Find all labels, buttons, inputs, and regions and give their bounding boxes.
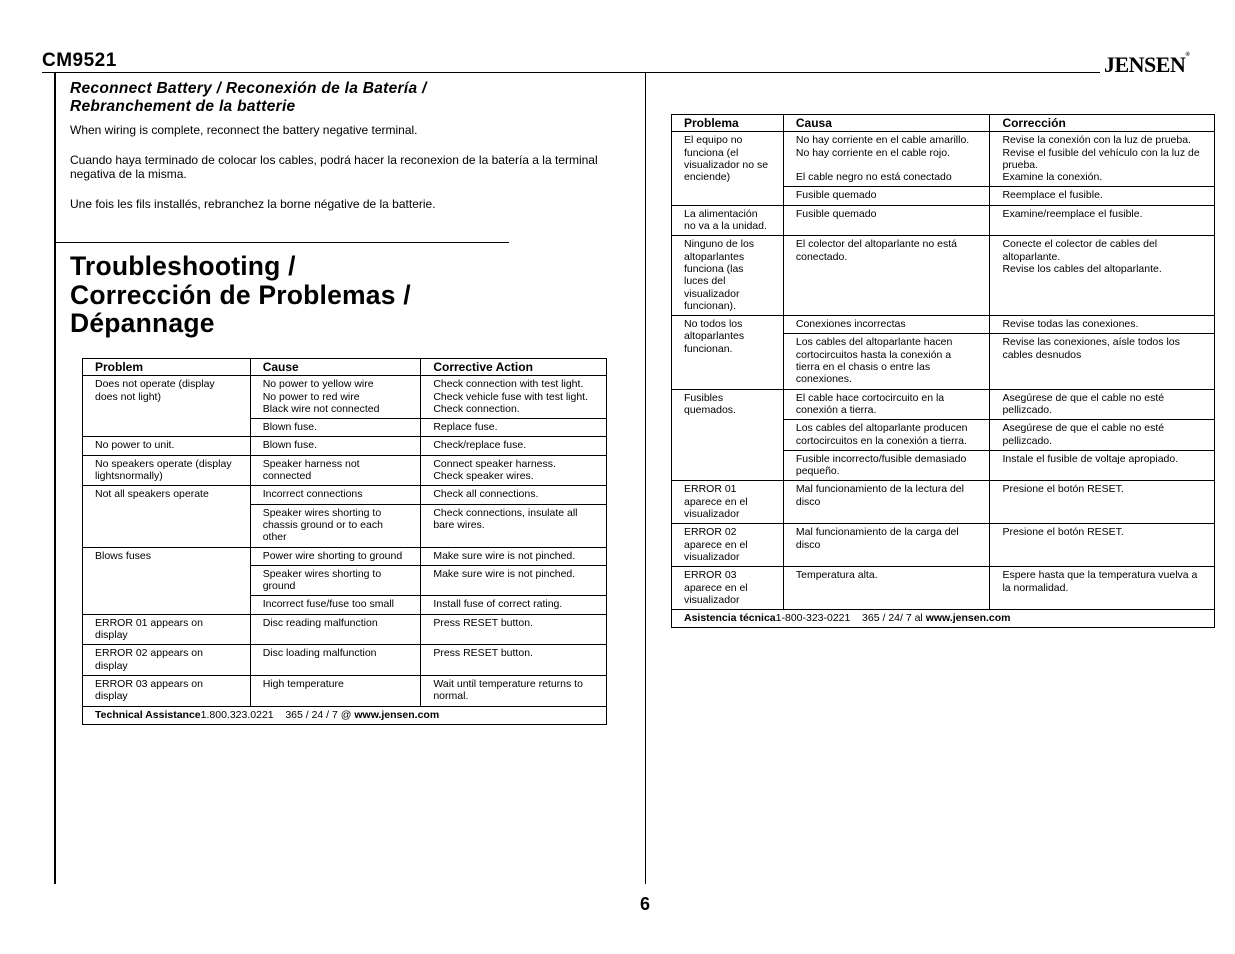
action-cell: Instale el fusible de voltaje apropiado. <box>990 450 1215 481</box>
problem-cell: No power to unit. <box>83 437 251 455</box>
action-cell: Install fuse of correct rating. <box>421 596 607 614</box>
problem-cell: ERROR 03 appears on display <box>83 675 251 706</box>
action-cell: Press RESET button. <box>421 645 607 676</box>
action-cell: Revise todas las conexiones. <box>990 316 1215 334</box>
cause-cell: Blown fuse. <box>250 419 421 437</box>
cause-cell: Speaker wires shorting to ground <box>250 565 421 596</box>
action-cell <box>421 455 607 486</box>
cause-line: No hay corriente en el cable amarillo. <box>795 134 970 147</box>
cause-cell: Fusible quemado <box>783 187 990 205</box>
cause-cell: Los cables del altoparlante producen cortocircuitos en la conexión a tierra. <box>783 420 990 451</box>
table-row <box>83 547 607 565</box>
cause-cell: Fusible quemado <box>783 205 990 236</box>
problem-cell: Not all speakers operate <box>83 486 251 547</box>
action-cell: Check all connections. <box>421 486 607 504</box>
table-header-row <box>83 359 607 376</box>
table-row <box>83 455 607 486</box>
cause-cell: Los cables del altoparlante hacen cortocircuitos hasta la conexión a tierra en el chasis o entre las conexiones. <box>783 334 990 389</box>
cause-cell: Mal funcionamiento de la carga del disco <box>783 524 990 567</box>
action-line: Examine la conexión. <box>1002 171 1103 184</box>
table-row <box>83 376 607 419</box>
action-cell: Press RESET button. <box>421 614 607 645</box>
problem-cell: Ninguno de los altoparlantes funciona (las luces del visualizador funcionan). <box>672 236 784 316</box>
action-cell: Check connections, insulate all bare wires. <box>421 504 607 547</box>
action-line: Connect speaker harness. <box>433 457 556 470</box>
cause-cell: Blown fuse. <box>250 437 421 455</box>
reconnect-battery-heading <box>70 80 540 116</box>
cause-cell <box>250 376 421 419</box>
cause-cell: Speaker harness not connected <box>250 455 421 486</box>
website-link[interactable]: www.jensen.com <box>925 612 1011 625</box>
action-cell: Make sure wire is not pinched. <box>421 547 607 565</box>
table-row <box>672 236 1215 316</box>
action-line: Revise el fusible del vehículo con la luz de prueba. <box>1002 146 1200 171</box>
problem-cell: ERROR 01 aparece en el visualizador <box>672 481 784 524</box>
cause-cell: El cable hace cortocircuito en la conexión a tierra. <box>783 389 990 420</box>
action-cell: Espere hasta que la temperatura vuelva a la normalidad. <box>990 567 1215 610</box>
table-header-row <box>672 115 1215 132</box>
brand-name: JENSEN <box>1104 52 1186 77</box>
header-rule <box>42 72 1100 73</box>
cause-line: No power to yellow wire <box>262 378 374 391</box>
table-row <box>672 316 1215 334</box>
table-row <box>672 389 1215 420</box>
section-rule <box>56 242 509 243</box>
troubleshooting-title-line3: Dépannage <box>70 308 215 338</box>
reconnect-title-line1: Reconnect Battery / Reconexión de la Batería / <box>70 80 427 97</box>
table-row <box>672 481 1215 524</box>
reconnect-text-spanish: Cuando haya terminado de colocar los cables, podrá hacer la reconexion de la batería a la terminal negativa de la misma. <box>70 153 598 181</box>
cause-cell: Power wire shorting to ground <box>250 547 421 565</box>
action-line: Check connection with test light. <box>433 378 584 391</box>
problem-cell: ERROR 01 appears on display <box>83 614 251 645</box>
reconnect-text-english: When wiring is complete, reconnect the battery negative terminal. <box>70 123 418 137</box>
reconnect-text-french: Une fois les fils installés, rebranchez la borne négative de la batterie. <box>70 197 436 211</box>
column-header-action: Corrective Action <box>421 359 607 376</box>
action-line: Revise la conexión con la luz de prueba. <box>1002 134 1191 147</box>
action-cell <box>421 376 607 419</box>
table-row <box>83 486 607 504</box>
column-header-causa: Causa <box>783 115 990 132</box>
problem-cell: No speakers operate (display lightsnormally) <box>83 455 251 486</box>
troubleshooting-title-line1: Troubleshooting / <box>70 251 296 281</box>
cause-cell: Incorrect fuse/fuse too small <box>250 596 421 614</box>
action-cell: Examine/reemplace el fusible. <box>990 205 1215 236</box>
table-row <box>672 132 1215 187</box>
assistance-hours: 365 / 24 / 7 @ <box>285 708 352 721</box>
table-row <box>83 645 607 676</box>
action-cell: Presione el botón RESET. <box>990 481 1215 524</box>
technical-assistance-row <box>672 610 1215 628</box>
troubleshooting-title-line2: Corrección de Problemas / <box>70 279 411 310</box>
action-line: Check connection. <box>433 402 520 415</box>
assistance-label: Asistencia técnica <box>684 612 776 625</box>
center-divider <box>645 72 646 884</box>
cause-cell <box>783 132 990 187</box>
reconnect-title-line2: Rebranchement de la batterie <box>70 98 296 115</box>
cause-cell: Mal funcionamiento de la lectura del disco <box>783 481 990 524</box>
table-row <box>83 614 607 645</box>
cause-line: El cable negro no está conectado <box>795 171 952 184</box>
model-number: CM9521 <box>42 50 117 71</box>
page-number: 6 <box>640 894 651 914</box>
problem-cell: Fusibles quemados. <box>672 389 784 481</box>
technical-assistance-cell <box>83 706 607 724</box>
left-margin-rule <box>54 72 56 884</box>
column-header-correccion: Corrección <box>990 115 1215 132</box>
column-header-cause: Cause <box>250 359 421 376</box>
action-cell: Replace fuse. <box>421 419 607 437</box>
action-cell: Wait until temperature returns to normal. <box>421 675 607 706</box>
action-cell: Presione el botón RESET. <box>990 524 1215 567</box>
troubleshooting-table-english <box>82 358 607 725</box>
website-link[interactable]: www.jensen.com <box>354 708 440 721</box>
action-line: Check speaker wires. <box>433 470 534 483</box>
action-line: Conecte el colector de cables del altoparlante. <box>1002 238 1158 263</box>
problem-cell: Does not operate (display does not light) <box>83 376 251 437</box>
cause-cell: El colector del altoparlante no está conectado. <box>783 236 990 316</box>
problem-cell: ERROR 02 aparece en el visualizador <box>672 524 784 567</box>
action-cell: Check/replace fuse. <box>421 437 607 455</box>
registered-mark: ® <box>1185 52 1190 58</box>
technical-assistance-cell <box>672 610 1215 628</box>
cause-cell: Speaker wires shorting to chassis ground or to each other <box>250 504 421 547</box>
column-header-problem: Problem <box>83 359 251 376</box>
cause-line <box>796 159 978 171</box>
cause-cell: Incorrect connections <box>250 486 421 504</box>
action-cell: Asegúrese de que el cable no esté pellizcado. <box>990 389 1215 420</box>
table-row <box>83 437 607 455</box>
table-row <box>672 205 1215 236</box>
table-row <box>672 524 1215 567</box>
action-cell: Make sure wire is not pinched. <box>421 565 607 596</box>
cause-line: No hay corriente en el cable rojo. <box>795 146 950 159</box>
troubleshooting-table-spanish <box>671 114 1215 628</box>
assistance-label: Technical Assistance <box>95 708 201 721</box>
assistance-phone: 1-800-323-0221 <box>775 612 851 625</box>
action-line: Check vehicle fuse with test light. <box>433 390 588 403</box>
assistance-phone: 1.800.323.0221 <box>200 708 274 721</box>
table-row <box>672 567 1215 610</box>
cause-line: Black wire not connected <box>262 402 380 415</box>
cause-cell: Disc loading malfunction <box>250 645 421 676</box>
action-cell: Asegúrese de que el cable no esté pellizcado. <box>990 420 1215 451</box>
cause-cell: Temperatura alta. <box>783 567 990 610</box>
problem-cell: El equipo no funciona (el visualizador no se enciende) <box>672 132 784 205</box>
action-cell <box>990 132 1215 187</box>
cause-line: No power to red wire <box>262 390 360 403</box>
action-line: Revise los cables del altoparlante. <box>1002 262 1162 275</box>
cause-cell: Fusible incorrecto/fusible demasiado pequeño. <box>783 450 990 481</box>
problem-cell: No todos los altoparlantes funcionan. <box>672 316 784 389</box>
problem-cell: La alimentación no va a la unidad. <box>672 205 784 236</box>
action-cell: Reemplace el fusible. <box>990 187 1215 205</box>
column-header-problema: Problema <box>672 115 784 132</box>
assistance-hours: 365 / 24/ 7 al <box>862 612 923 625</box>
cause-cell: High temperature <box>250 675 421 706</box>
troubleshooting-heading <box>70 252 411 338</box>
problem-cell: ERROR 03 aparece en el visualizador <box>672 567 784 610</box>
action-cell <box>990 236 1215 316</box>
cause-cell: Disc reading malfunction <box>250 614 421 645</box>
cause-cell: Conexiones incorrectas <box>783 316 990 334</box>
action-cell: Revise las conexiones, aísle todos los cables desnudos <box>990 334 1215 389</box>
table-row <box>83 675 607 706</box>
technical-assistance-row <box>83 706 607 724</box>
problem-cell: Blows fuses <box>83 547 251 614</box>
problem-cell: ERROR 02 appears on display <box>83 645 251 676</box>
brand-logo <box>1104 52 1189 78</box>
